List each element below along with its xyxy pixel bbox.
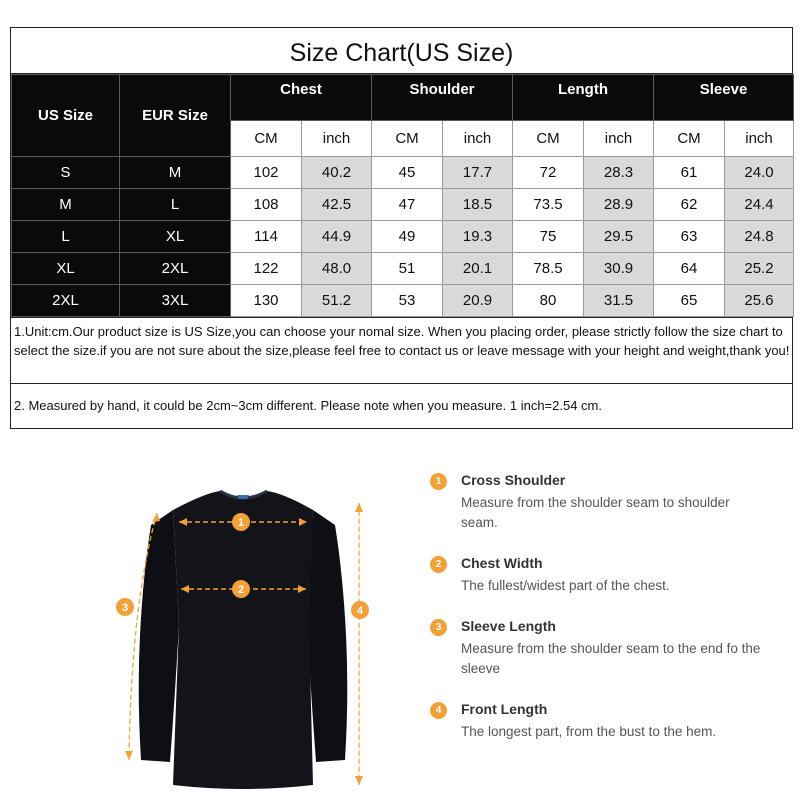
measurement-cell: 48.0 xyxy=(302,253,372,285)
eur-size-cell: 2XL xyxy=(120,253,231,285)
measurement-cell: 24.0 xyxy=(725,157,794,189)
measurement-cell: 44.9 xyxy=(302,221,372,253)
size-row xyxy=(12,157,794,189)
unit-header: CM xyxy=(513,121,584,157)
eur-size-cell: XL xyxy=(120,221,231,253)
marker-badge: 2 xyxy=(430,556,447,573)
sweater-diagram xyxy=(95,455,395,800)
measurement-cell: 49 xyxy=(372,221,443,253)
marker-badge: 3 xyxy=(430,619,447,636)
measurement-cell: 24.4 xyxy=(725,189,794,221)
note-unit: 1.Unit:cm.Our product size is US Size,you can choose your nomal size. When you placing order, please strictly follow the size chart to select the size.if you are not sure about the size,please feel free to contact us or leave message with your height and weight,thank you! xyxy=(11,317,792,383)
left-sleeve xyxy=(139,510,179,762)
legend-desc: The fullest/widest part of the chest. xyxy=(461,578,670,593)
measurement-cell: 24.8 xyxy=(725,221,794,253)
unit-header: inch xyxy=(443,121,513,157)
size-row xyxy=(12,253,794,285)
eur-size-cell: L xyxy=(120,189,231,221)
svg-text:3: 3 xyxy=(121,602,129,614)
measurement-cell: 80 xyxy=(513,285,584,317)
size-rows xyxy=(12,157,794,317)
measurement-cell: 18.5 xyxy=(443,189,513,221)
svg-text:4: 4 xyxy=(356,605,364,617)
marker-2 xyxy=(232,580,250,598)
legend-title: Sleeve Length xyxy=(461,618,556,634)
marker-badge: 4 xyxy=(430,702,447,719)
legend-desc: Measure from the shoulder seam to the end fo the sleeve xyxy=(461,641,761,676)
size-row xyxy=(12,189,794,221)
size-row xyxy=(12,221,794,253)
measurement-cell: 30.9 xyxy=(584,253,654,285)
right-sleeve xyxy=(307,510,347,762)
eur-size-cell: 3XL xyxy=(120,285,231,317)
measurement-cell: 47 xyxy=(372,189,443,221)
header-chest: Chest xyxy=(231,75,372,121)
measurement-cell: 20.9 xyxy=(443,285,513,317)
size-chart xyxy=(10,27,793,429)
measurement-cell: 72 xyxy=(513,157,584,189)
measurement-cell: 64 xyxy=(654,253,725,285)
measurement-cell: 122 xyxy=(231,253,302,285)
measurement-cell: 45 xyxy=(372,157,443,189)
marker-3 xyxy=(116,598,134,616)
measurement-cell: 65 xyxy=(654,285,725,317)
measurement-cell: 130 xyxy=(231,285,302,317)
marker-badge: 1 xyxy=(430,473,447,490)
header-eur-size: EUR Size xyxy=(120,75,231,157)
us-size-cell: M xyxy=(12,189,120,221)
us-size-cell: XL xyxy=(12,253,120,285)
unit-header: CM xyxy=(231,121,302,157)
header-length: Length xyxy=(513,75,654,121)
legend-title: Chest Width xyxy=(461,555,543,571)
sweater-body xyxy=(173,491,313,789)
measurement-cell: 17.7 xyxy=(443,157,513,189)
measurement-cell: 61 xyxy=(654,157,725,189)
size-table xyxy=(11,74,794,317)
unit-header: CM xyxy=(372,121,443,157)
header-us-size: US Size xyxy=(12,75,120,157)
measurement-cell: 19.3 xyxy=(443,221,513,253)
header-sleeve: Sleeve xyxy=(654,75,794,121)
arrow-down-icon xyxy=(355,776,363,785)
marker-4 xyxy=(351,601,369,619)
us-size-cell: L xyxy=(12,221,120,253)
measurement-cell: 28.9 xyxy=(584,189,654,221)
measurement-cell: 78.5 xyxy=(513,253,584,285)
measurement-cell: 114 xyxy=(231,221,302,253)
arrow-down-icon xyxy=(125,751,133,760)
collar-tag xyxy=(237,495,249,499)
unit-header: inch xyxy=(725,121,794,157)
measurement-cell: 31.5 xyxy=(584,285,654,317)
measurement-cell: 51 xyxy=(372,253,443,285)
measurement-cell: 42.5 xyxy=(302,189,372,221)
legend-title: Front Length xyxy=(461,701,548,717)
measurement-cell: 29.5 xyxy=(584,221,654,253)
legend-desc: Measure from the shoulder seam to shoulder seam. xyxy=(461,495,730,530)
unit-header: inch xyxy=(584,121,654,157)
measurement-cell: 51.2 xyxy=(302,285,372,317)
measurement-cell: 108 xyxy=(231,189,302,221)
chart-title: Size Chart(US Size) xyxy=(11,28,792,74)
measurement-cell: 40.2 xyxy=(302,157,372,189)
measurement-cell: 25.6 xyxy=(725,285,794,317)
measurement-cell: 62 xyxy=(654,189,725,221)
arrow-up-icon xyxy=(355,503,363,512)
measurement-cell: 75 xyxy=(513,221,584,253)
measurement-cell: 63 xyxy=(654,221,725,253)
measurement-cell: 102 xyxy=(231,157,302,189)
eur-size-cell: M xyxy=(120,157,231,189)
unit-header: CM xyxy=(654,121,725,157)
header-shoulder: Shoulder xyxy=(372,75,513,121)
legend-title: Cross Shoulder xyxy=(461,472,566,488)
measurement-cell: 73.5 xyxy=(513,189,584,221)
size-row xyxy=(12,285,794,317)
note-measure: 2. Measured by hand, it could be 2cm~3cm different. Please note when you measure. 1 inch=2.54 cm. xyxy=(11,383,792,426)
us-size-cell: S xyxy=(12,157,120,189)
marker-1 xyxy=(232,513,250,531)
unit-header: inch xyxy=(302,121,372,157)
measurement-cell: 20.1 xyxy=(443,253,513,285)
measurement-cell: 25.2 xyxy=(725,253,794,285)
legend-desc: The longest part, from the bust to the hem. xyxy=(461,724,717,739)
svg-text:1: 1 xyxy=(237,517,245,529)
svg-text:2: 2 xyxy=(237,584,245,596)
measurement-cell: 28.3 xyxy=(584,157,654,189)
us-size-cell: 2XL xyxy=(12,285,120,317)
measurement-cell: 53 xyxy=(372,285,443,317)
